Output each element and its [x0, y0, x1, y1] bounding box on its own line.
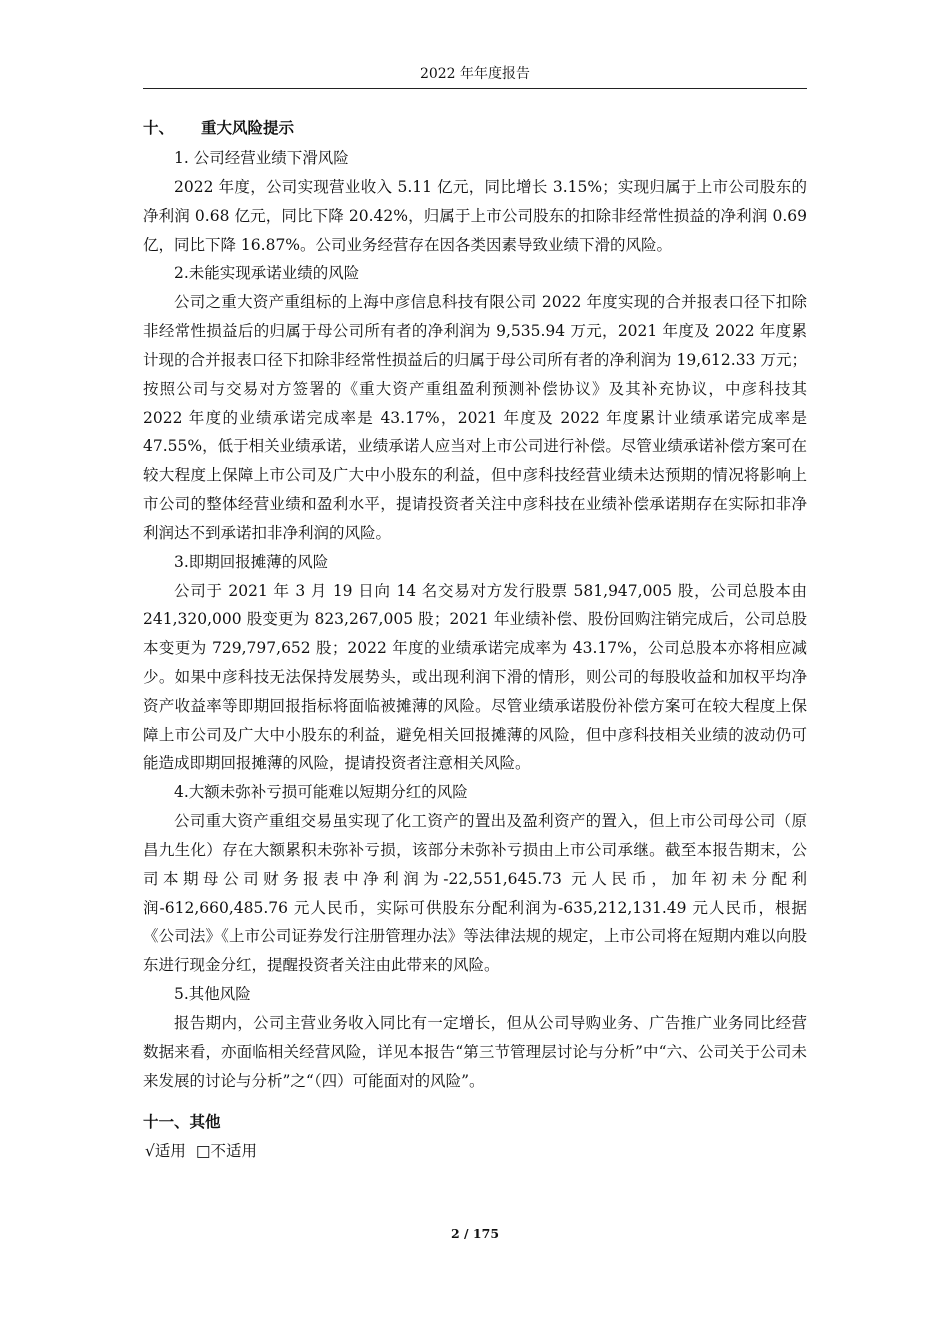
page-header: 2022 年年度报告	[419, 66, 531, 82]
risk-5-text: 报告期内，公司主营业务收入同比有一定增长，但从公司导购业务、广告推广业务同比经营数据来看，亦面临相关经营风险，详见本报告“第三节管理层讨论与分析”中“六、公司关于公司未来发展的讨论与分析”之“（四）可能面对的风险”。	[143, 1013, 807, 1090]
not-applicable-checkbox[interactable]: □不适用	[195, 1142, 258, 1161]
applicability-options	[143, 1137, 807, 1165]
risk-3-heading: 3.即期回报摊薄的风险	[174, 552, 329, 571]
risk-3-text: 公司于 2021 年 3 月 19 日向 14 名交易对方发行股票 581,947,005 股，公司总股本由 241,320,000 股变更为 823,267,005 股；2021 年业绩补偿、股份回购注销完成后，公司总股本变更为 729,797,652 股；2022 年度的业绩承诺完成率为 43.17%，公司总股本亦将相应减少。如果中彦科技无法保持发展势头，或出现利润下滑的情形，则公司的每股收益和加权平均净资产收益率等即期回报指标将面临被摊薄的风险。尽管业绩承诺股份补偿方案可在较大程度上保障上市公司及广大中小股东的利益，避免相关回报摊薄的风险，但中彦科技相关业绩的波动仍可能造成即期回报摊薄的风险，提请投资者注意相关风险。	[143, 581, 807, 773]
section-11-heading: 十一、其他	[143, 1113, 221, 1132]
section-10-title: 重大风险提示	[201, 119, 295, 137]
page-content	[143, 112, 807, 1165]
section-10-number: 十、	[143, 119, 175, 137]
risk-1-text: 2022 年度，公司实现营业收入 5.11 亿元，同比增长 3.15%；实现归属于上市公司股东的净利润 0.68 亿元，同比下降 20.42%，归属于上市公司股东的扣除非经常性损益的净利润 0.69 亿，同比下降 16.87%。公司业务经营存在因各类因素导致业绩下滑的风险。	[143, 178, 807, 254]
risk-2-heading: 2.未能实现承诺业绩的风险	[174, 264, 360, 283]
risk-1-heading: 1. 公司经营业绩下滑风险	[174, 149, 349, 167]
risk-4-heading: 4.大额未弥补亏损可能难以短期分红的风险	[174, 783, 468, 802]
header-divider	[143, 88, 807, 89]
risk-4-text: 公司重大资产重组交易虽实现了化工资产的置出及盈利资产的置入，但上市公司母公司（原昌九生化）存在大额累积未弥补亏损，该部分未弥补亏损由上市公司承继。截至本报告期末，公司本期母公司财务报表中净利润为-22,551,645.73 元人民币，加年初未分配利润-612,660,485.76 元人民币，实际可供股东分配利润为-635,212,131.49 元人民币，根据《公司法》《上市公司证券发行注册管理办法》等法律法规的规定，上市公司将在短期内难以向股东进行现金分红，提醒投资者关注由此带来的风险。	[143, 812, 807, 975]
applicable-checkbox[interactable]: √适用	[145, 1142, 186, 1161]
risk-2-text: 公司之重大资产重组标的上海中彦信息科技有限公司 2022 年度实现的合并报表口径下扣除非经常性损益后的归属于母公司所有者的净利润为 9,535.94 万元，2021 年度及 2022 年度累计现的合并报表口径下扣除非经常性损益后的归属于母公司所有者的净利润为 19,612.33 万元；按照公司与交易对方签署的《重大资产重组盈利预测补偿协议》及其补充协议，中彦科技其 2022 年度的业绩承诺完成率是 43.17%，2021 年度及 2022 年度累计业绩承诺完成率是 47.55%，低于相关业绩承诺，业绩承诺人应当对上市公司进行补偿。尽管业绩承诺补偿方案可在较大程度上保障上市公司及广大中小股东的利益，但中彦科技经营业绩未达预期的情况将影响上市公司的整体经营业绩和盈利水平，提请投资者关注中彦科技在业绩补偿承诺期存在实际扣非净利润达不到承诺扣非净利润的风险。	[143, 293, 807, 542]
page-number: 2 / 175	[450, 1226, 500, 1241]
section-10-heading	[143, 112, 807, 144]
risk-5-heading: 5.其他风险	[174, 984, 251, 1003]
